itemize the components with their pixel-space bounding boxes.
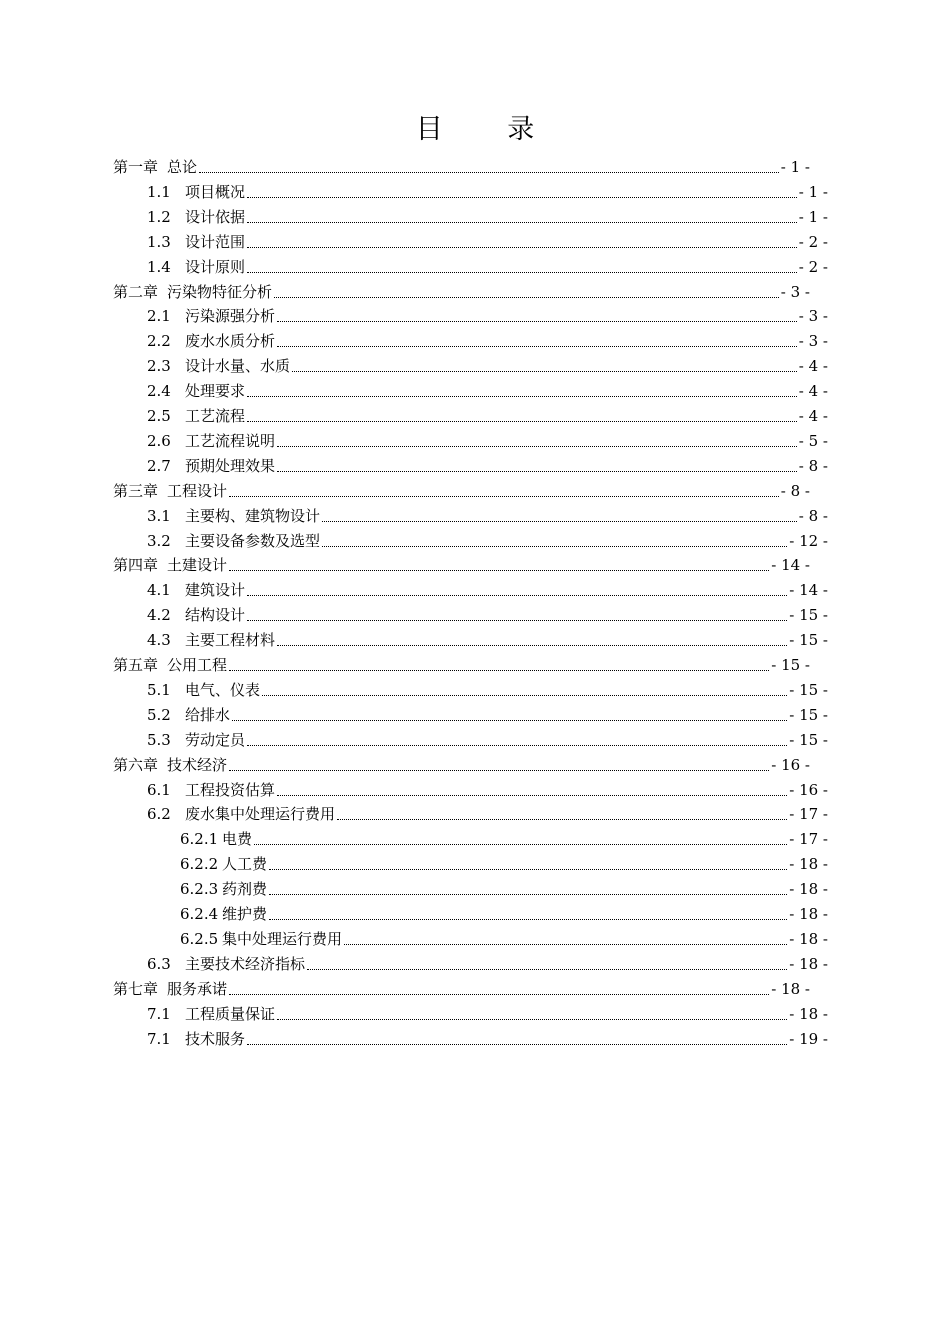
toc-entry-title: 电费 <box>222 830 253 849</box>
toc-entry-title: 设计依据 <box>185 207 246 226</box>
toc-entry-title: 总论 <box>167 158 198 176</box>
toc-entry-page: - 15 - <box>789 730 828 749</box>
toc-entry-title: 工艺流程 <box>185 407 246 425</box>
toc-entry[interactable] <box>113 551 810 575</box>
toc-entry-page: - 3 - <box>798 307 828 326</box>
toc-entry-page: - 3 - <box>780 282 810 301</box>
toc-entry-number: 2.1 <box>147 307 171 326</box>
toc-entry-title: 废水水质分析 <box>185 332 276 351</box>
toc-entry-number: 6.2.5 <box>180 929 219 948</box>
toc-entry[interactable] <box>113 477 810 501</box>
toc-entry-title: 主要设备参数及选型 <box>185 531 321 550</box>
toc-entry[interactable] <box>113 153 810 177</box>
toc-entry-title: 技术经济 <box>167 755 228 774</box>
toc-entry-number: 6.1 <box>147 780 171 799</box>
toc-leader-dots <box>232 719 787 721</box>
toc-entry[interactable] <box>113 278 810 302</box>
toc-entry[interactable] <box>147 352 828 376</box>
toc-entry-number: 第四章 <box>113 556 159 575</box>
toc-entry[interactable] <box>147 527 828 551</box>
toc-entry-page: - 15 - <box>789 631 828 650</box>
toc-entry-number: 第二章 <box>113 282 159 301</box>
toc-entry[interactable] <box>147 726 828 750</box>
toc-entry[interactable] <box>147 800 828 824</box>
toc-entry-title: 土建设计 <box>167 556 228 575</box>
toc-entry-title: 给排水 <box>185 705 231 724</box>
toc-leader-dots <box>247 221 797 223</box>
toc-leader-dots <box>247 1043 787 1045</box>
toc-entry-title: 主要构、建筑物设计 <box>185 506 321 525</box>
toc-entry-page: - 2 - <box>798 232 828 251</box>
toc-entry-number: 6.2 <box>147 805 171 824</box>
toc-entry-page: - 17 - <box>789 830 828 849</box>
toc-entry-number: 2.6 <box>147 431 171 450</box>
toc-entry-number: 2.2 <box>147 332 171 351</box>
toc-entry[interactable] <box>147 228 828 252</box>
toc-entry-page: - 18 - <box>789 1004 828 1023</box>
toc-entry-title: 工程质量保证 <box>185 1004 276 1023</box>
toc-leader-dots <box>247 420 797 422</box>
toc-entry[interactable] <box>147 576 828 600</box>
toc-entry-page: - 14 - <box>771 556 810 575</box>
toc-leader-dots <box>229 993 769 995</box>
toc-entry-number: 4.2 <box>147 606 171 625</box>
toc-entry-page: - 14 - <box>789 581 828 600</box>
toc-leader-dots <box>229 495 779 497</box>
toc-entry-title: 废水集中处理运行费用 <box>185 805 336 824</box>
toc-entry-title: 技术服务 <box>185 1029 246 1048</box>
toc-entry-title: 处理要求 <box>185 382 246 401</box>
toc-leader-dots <box>269 893 787 895</box>
toc-entry-page: - 17 - <box>789 805 828 824</box>
toc-entry-page: - 12 - <box>789 531 828 550</box>
toc-entry-number: 第五章 <box>113 656 159 674</box>
toc-entry-number: 1.1 <box>147 182 171 201</box>
toc-leader-dots <box>247 594 787 596</box>
toc-leader-dots <box>322 545 787 547</box>
toc-leader-dots <box>277 794 787 796</box>
toc-entry[interactable] <box>113 975 810 999</box>
toc-entry-title: 主要技术经济指标 <box>185 954 306 973</box>
toc-entry-title: 设计原则 <box>185 257 246 276</box>
toc-entry-number: 3.2 <box>147 531 171 550</box>
toc-entry-page: - 18 - <box>771 979 810 998</box>
toc-entry-title: 结构设计 <box>185 606 246 625</box>
toc-entry-number: 第六章 <box>113 755 159 774</box>
toc-leader-dots <box>199 171 779 173</box>
toc-entry-title: 集中处理运行费用 <box>222 929 343 948</box>
toc-entry[interactable] <box>147 502 828 526</box>
toc-entry-title: 工艺流程说明 <box>185 431 276 450</box>
toc-entry-number: 6.2.2 <box>180 855 219 874</box>
toc-entry-number: 第一章 <box>113 158 159 176</box>
toc-entry[interactable] <box>180 850 828 874</box>
toc-entry-number: 2.5 <box>147 407 171 425</box>
toc-entry-page: - 4 - <box>798 357 828 376</box>
toc-entry-number: 7.1 <box>147 1029 171 1048</box>
toc-entry-number: 5.3 <box>147 730 171 749</box>
toc-leader-dots <box>277 320 797 322</box>
toc-entry-page: - 1 - <box>780 158 810 176</box>
toc-leader-dots <box>269 918 787 920</box>
toc-entry-title: 电气、仪表 <box>185 680 261 699</box>
toc-leader-dots <box>277 445 797 447</box>
toc-leader-dots <box>229 769 769 771</box>
toc-leader-dots <box>247 395 797 397</box>
toc-entry-title: 建筑设计 <box>185 581 246 600</box>
toc-entry-page: - 4 - <box>798 407 828 425</box>
toc-leader-dots <box>277 345 797 347</box>
toc-entry[interactable] <box>147 327 828 351</box>
toc-leader-dots <box>277 644 787 646</box>
toc-entry-page: - 5 - <box>798 431 828 450</box>
toc-entry-number: 7.1 <box>147 1004 171 1023</box>
toc-entry-number: 2.7 <box>147 456 171 475</box>
toc-entry-number: 1.4 <box>147 257 171 276</box>
toc-entry-page: - 2 - <box>798 257 828 276</box>
toc-entry-number: 3.1 <box>147 506 171 525</box>
toc-entry-page: - 18 - <box>789 929 828 948</box>
toc-entry-number: 6.3 <box>147 954 171 973</box>
toc-entry-page: - 16 - <box>789 780 828 799</box>
toc-entry-title: 人工费 <box>222 855 268 874</box>
toc-entry[interactable] <box>180 825 828 849</box>
toc-entry[interactable] <box>147 302 828 326</box>
toc-leader-dots <box>322 520 797 522</box>
toc-entry-page: - 15 - <box>789 705 828 724</box>
toc-entry-page: - 4 - <box>798 382 828 401</box>
toc-title: 目 录 <box>415 114 563 145</box>
toc-entry[interactable] <box>147 452 828 476</box>
toc-entry-title: 工程设计 <box>167 481 228 500</box>
toc-entry[interactable] <box>113 651 810 675</box>
toc-entry-number: 2.3 <box>147 357 171 376</box>
toc-entry-number: 6.2.1 <box>180 830 219 849</box>
toc-leader-dots <box>292 370 797 372</box>
toc-leader-dots <box>254 843 787 845</box>
toc-entry-page: - 19 - <box>789 1029 828 1048</box>
toc-entry-number: 6.2.4 <box>180 905 219 923</box>
toc-leader-dots <box>344 943 787 945</box>
toc-entry-page: - 8 - <box>798 456 828 475</box>
toc-entry-page: - 8 - <box>798 506 828 525</box>
toc-entry-number: 第七章 <box>113 979 159 998</box>
toc-entry[interactable] <box>147 178 828 202</box>
toc-entry-page: - 15 - <box>789 606 828 625</box>
toc-entry-page: - 3 - <box>798 332 828 351</box>
toc-leader-dots <box>262 694 787 696</box>
toc-entry-number: 5.2 <box>147 705 171 724</box>
toc-entry[interactable] <box>147 676 828 700</box>
toc-leader-dots <box>247 619 787 621</box>
toc-entry[interactable] <box>180 875 828 899</box>
toc-leader-dots <box>229 669 769 671</box>
toc-entry[interactable] <box>147 776 828 800</box>
toc-entry[interactable] <box>147 377 828 401</box>
toc-entry-title: 设计水量、水质 <box>185 357 291 376</box>
toc-entry-number: 1.3 <box>147 232 171 251</box>
toc-entry[interactable] <box>147 1025 828 1049</box>
toc-entry-title: 维护费 <box>222 905 268 923</box>
toc-entry-title: 药剂费 <box>222 880 268 899</box>
toc-entry-page: - 18 - <box>789 954 828 973</box>
toc-entry[interactable] <box>147 1000 828 1024</box>
toc-entry-page: - 15 - <box>771 656 810 674</box>
toc-entry-title: 服务承诺 <box>167 979 228 998</box>
toc-entry-number: 1.2 <box>147 207 171 226</box>
toc-leader-dots <box>247 246 797 248</box>
toc-entry-page: - 8 - <box>780 481 810 500</box>
toc-entry[interactable] <box>180 925 828 949</box>
toc-entry[interactable] <box>147 253 828 277</box>
toc-entry-title: 主要工程材料 <box>185 631 276 650</box>
toc-leader-dots <box>277 470 797 472</box>
toc-entry[interactable] <box>147 701 828 725</box>
toc-entry-title: 项目概况 <box>185 182 246 201</box>
toc-entry[interactable] <box>113 751 810 775</box>
toc-entry-title: 工程投资估算 <box>185 780 276 799</box>
toc-leader-dots <box>247 271 797 273</box>
toc-entry-number: 6.2.3 <box>180 880 219 899</box>
toc-entry-title: 污染物特征分析 <box>167 282 273 301</box>
toc-leader-dots <box>269 868 787 870</box>
toc-leader-dots <box>247 196 797 198</box>
toc-entry-page: - 15 - <box>789 680 828 699</box>
toc-leader-dots <box>307 968 787 970</box>
toc-leader-dots <box>229 569 769 571</box>
toc-entry[interactable] <box>147 402 828 426</box>
toc-entry-number: 5.1 <box>147 680 171 699</box>
toc-entry[interactable] <box>147 203 828 227</box>
toc-entry[interactable] <box>180 900 828 924</box>
toc-leader-dots <box>274 296 779 298</box>
toc-entry-page: - 18 - <box>789 880 828 899</box>
toc-entry-number: 第三章 <box>113 481 159 500</box>
toc-entry-page: - 18 - <box>789 905 828 923</box>
toc-entry-title: 设计范围 <box>185 232 246 251</box>
toc-leader-dots <box>337 818 787 820</box>
toc-entry-page: - 18 - <box>789 855 828 874</box>
toc-entry[interactable] <box>147 626 828 650</box>
toc-entry-number: 2.4 <box>147 382 171 401</box>
toc-entry[interactable] <box>147 950 828 974</box>
toc-entry-title: 预期处理效果 <box>185 456 276 475</box>
toc-entry-title: 劳动定员 <box>185 730 246 749</box>
toc-leader-dots <box>277 1018 787 1020</box>
toc-entry-number: 4.3 <box>147 631 171 650</box>
toc-entry[interactable] <box>147 427 828 451</box>
toc-entry-page: - 16 - <box>771 755 810 774</box>
toc-entry[interactable] <box>147 601 828 625</box>
toc-entry-title: 污染源强分析 <box>185 307 276 326</box>
toc-entry-title: 公用工程 <box>167 656 228 674</box>
toc-entry-page: - 1 - <box>798 182 828 201</box>
toc-leader-dots <box>247 744 787 746</box>
toc-entry-page: - 1 - <box>798 207 828 226</box>
toc-entry-number: 4.1 <box>147 581 171 600</box>
